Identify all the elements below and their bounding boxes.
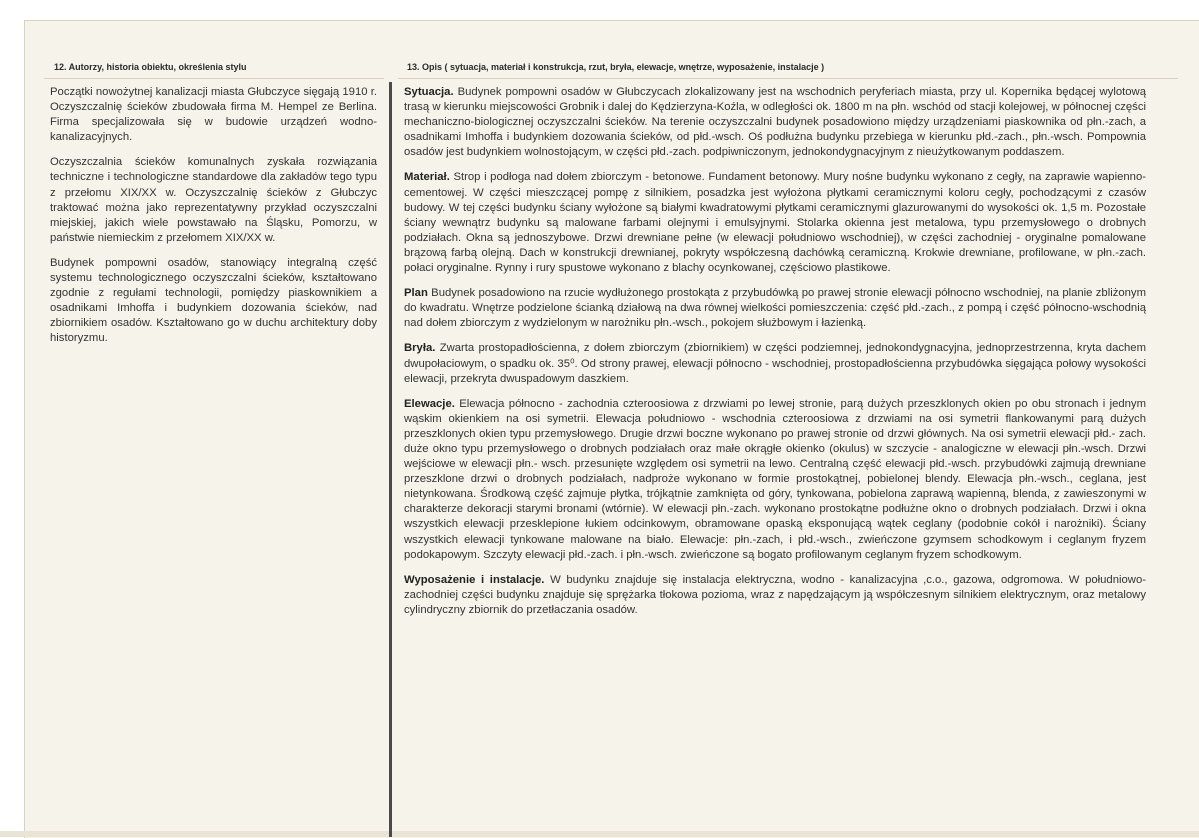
section-text: Budynek pompowni osadów w Głubczycach zlokalizowany jest na wschodnich peryferiach miasta, przy ul. Kopernika będącej wylotową trasą w kierunku miejscowości Grobnik i dalej do Kędzierzyna-Koźla, w odległości ok. 1800 m na płn. wschód od stacji kolejowej, w północnej części mechaniczno-biologicznej oczyszczalni ścieków. Na terenie oczyszczalni budynek posadowiono między urządzeniami piaskownika od płn.-zach, a osadnikami Imhoffa i budynkiem dozowania ścieków, od płd.-wsch. Oś podłużna budynku przebiega w kierunku płd.-zach., płn.-wsch. Pompownia osadów jest budynkiem wolnostojącym, w części płd.-zach. podpiwniczonym, jednokondygnacyjnym z nieużytkowanym poddaszem. — [404, 86, 1146, 159]
section-title: Materiał. — [404, 171, 450, 184]
section-text: W budynku znajduje się instalacja elektryczna, wodno - kanalizacyjna ,c.o., gazowa, odgromowa. W południowo-zachodniej części budynku znajduje się sprężarka tłokowa pozioma, wraz z napędzającym ją współczesnym silnikiem elektrycznym, oraz metalowy cylindryczny zbiornik do przetłaczania osadów. — [404, 573, 1146, 616]
section-12-heading: 12. Autorzy, historia obiektu, określenia stylu — [54, 62, 247, 72]
section-text: Elewacja północno - zachodnia czteroosiowa z drzwiami po lewej stronie, parą dużych przeszklonych okien po obu stronach i jednym wąskim okienkiem na osi symetrii. Elewacja południowo - wschodnia czteroosiowa z drzwiami na osi symetrii flankowanymi parą dużych przeszklonych okien typu przemysłowego. Drugie drzwi boczne wykonano po prawej stronie od drzwi głównych. Na osi symetrii elewacji płd.- zach. duże okno typu przemysłowego o drobnych podziałach oraz małe okrągłe okienko (okulus) w szczycie - analogiczne w elewacji płn.-wsch. Drzwi wejściowe w elewacji płn.- wsch. przesunięte względem osi symetrii na lewo. Centralną część elewacji płd.-wsch. przybudówki zajmują drewniane przeszklone drzwi o drobnych podziałach, nadproże wykonano w formie prostokątnej, pobielonej blendy. Elewacja płn.-wsch., ceglana, jest nietynkowana. Środkową część zajmuje płytka, trójkątnie zamknięta od góry, tynkowana, pobielona zaprawą wapienną, blenda, z zawieszonymi w charakterze dekoracji starymi bronami (wtórnie). W elewacji płn.-zach. wykonano prostokątne podłużne okno o drobnych podziałach. Drzwi i okna wszystkich elewacji przesklepione łukiem odcinkowym, obramowane opaską eksponującą wątek ceglany (podobnie cokół i narożniki). Ściany wszystkich elewacji tynkowane malowane na biało. Elewacje: płn.-zach, i płd.-wsch., zwieńczone gzymsem schodkowym i ceglanym fryzem podokapowym. Szczyty elewacji płd.-zach. i płn.-wsch. zwieńczone są bogato profilowanym ceglanym fryzem schodkowym. — [404, 397, 1146, 561]
left-paragraph-1: Początki nowożytnej kanalizacji miasta Głubczyce sięgają 1910 r. Oczyszczalnię ścieków zbudowała firma M. Hempel ze Berlina. Firma specjalizowała się w budowie urządzeń wodno- kanalizacyjnych. — [50, 86, 377, 144]
section-material — [404, 170, 1146, 276]
section-text: Zwarta prostopadłościenna, z dołem zbiorczym (zbiornikiem) w części podziemnej, jednokondygnacyjna, jednoprzestrzenna, kryta dachem dwupołaciowym, o spadku ok. 35⁰. Od strony prawej, elewacji północno - wschodniej, prostopadłościenna przybudówka sięgająca połowy wysokości elewacji, przekryta dwuspadowym daszkiem. — [404, 342, 1146, 385]
sheet-bottom-edge — [0, 831, 1199, 837]
right-column — [404, 85, 1146, 628]
section-wyposazenie — [404, 573, 1146, 618]
section-elewacje — [404, 397, 1146, 563]
section-title: Wyposażenie i instalacje. — [404, 573, 545, 586]
section-plan — [404, 286, 1146, 331]
left-header-rule — [44, 78, 384, 79]
left-column — [50, 85, 377, 357]
section-bryla — [404, 341, 1146, 386]
section-title: Plan — [404, 287, 428, 300]
section-13-heading: 13. Opis ( sytuacja, materiał i konstrukcja, rzut, bryła, elewacje, wnętrze, wyposażenie, instalacje ) — [407, 62, 825, 72]
section-text: Budynek posadowiono na rzucie wydłużonego prostokąta z przybudówką po prawej stronie elewacji północno wschodniej, na planie zbliżonym do kwadratu. Wnętrze podzielone ścianką działową na dwa równej wielkości pomieszczenia: część płd.-zach., z pompą i część północno-wschodnią nad dołem zbiorczym z wydzielonym w narożniku płn.-wsch., pokojem służbowym i łazienką. — [404, 287, 1146, 330]
left-paragraph-2: Oczyszczalnia ścieków komunalnych zyskała rozwiązania techniczne i technologiczne standardowe dla zakładów tego typu z przełomu XIX/XX w. Oczyszczalnię ścieków z Głubczyc traktować można jako reprezentatywny przykład oczyszczalni miejskiej, jakich wiele powstawało na Śląsku, Pomorzu, w państwie niemieckim z przełomem XIX/XX w. — [50, 156, 377, 244]
section-text: Strop i podłoga nad dołem zbiorczym - betonowe. Fundament betonowy. Mury nośne budynku wykonano z cegły, na zaprawie wapienno-cementowej. W części mieszczącej pompę z silnikiem, posadzka jest wyłożona płytkami ceramicznymi koloru cegły, pochodzącymi z czasów budowy. W tej części budynku ściany wyłożone są białymi kwadratowymi płytkami ceramicznymi glazurowanymi do wysokości ok. 1,5 m. Pozostałe ściany wewnątrz budynku są malowane farbami olejnymi i emulsyjnymi. Stolarka okienna jest metalowa, typu przemysłowego o drobnych podziałach. Okna są jednoszybowe. Drzwi drewniane pełne (w elewacji południowo wschodniej), w części zachodniej - oryginalne pomalowane brązową farbą olejną. Dach w konstrukcji drewnianej, pokryty współczesną dachówką ceramiczną. Krokwie drewniane, profilowane, w płn.-zach. połaci oryginalne. Rynny i rury spustowe wykonano z blachy ocynkowanej, częściowo plastikowe. — [404, 171, 1146, 275]
section-title: Elewacje. — [404, 397, 455, 410]
left-paragraph-3: Budynek pompowni osadów, stanowiący integralną część systemu technologicznego oczyszczalni ścieków, kształtowano zgodnie z regułami technologii, pomiędzy piaskownikiem a osadnikami Imhoffa i budynkiem dozowania ścieków, nad zbiornikiem osadów. Kształtowano go w duchu architektury doby historyzmu. — [50, 256, 377, 345]
section-title: Bryła. — [404, 342, 436, 355]
section-title: Sytuacja. — [404, 86, 454, 98]
right-header-rule — [398, 78, 1178, 79]
column-divider — [389, 82, 392, 837]
section-sytuacja — [404, 85, 1146, 160]
